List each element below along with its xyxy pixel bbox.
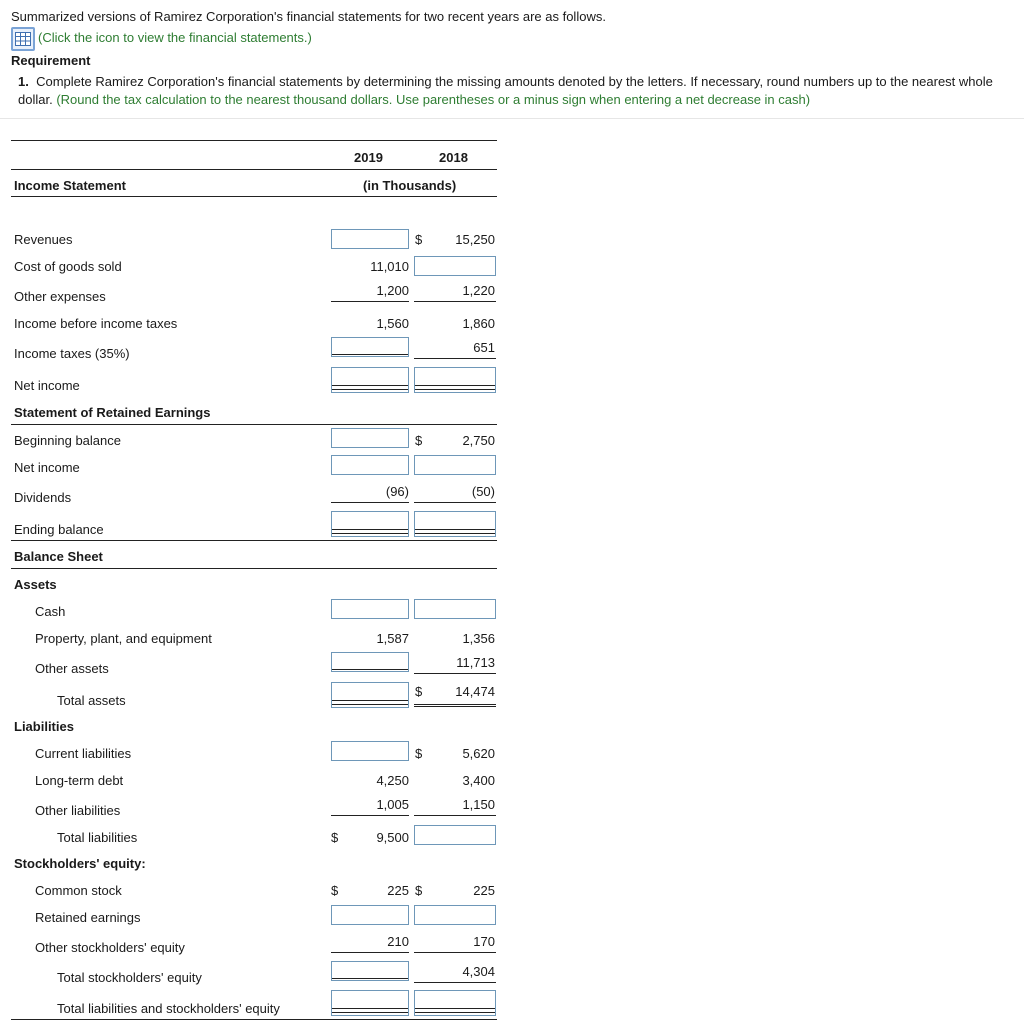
input-total-lse-2018[interactable] (414, 990, 496, 1016)
row-label-income-before-taxes: Income before income taxes (14, 316, 178, 331)
input-total-assets-2019[interactable] (331, 682, 409, 708)
subtotal-rule (414, 982, 496, 983)
row-label-retained-earnings: Retained earnings (35, 910, 141, 925)
value-other-exp-2019: 1,200 (376, 283, 409, 298)
subtotal-rule (414, 673, 496, 674)
value-total-liab-2019: 9,500 (376, 830, 409, 845)
row-label-beginning-balance: Beginning balance (14, 433, 121, 448)
value-total-assets-2018: 14,474 (455, 684, 495, 699)
input-cash-2018[interactable] (414, 599, 496, 619)
table-bottom-rule (11, 1019, 497, 1020)
row-label-long-term-debt: Long-term debt (35, 773, 124, 788)
value-ibt-2018: 1,860 (462, 316, 495, 331)
row-label-revenues: Revenues (14, 232, 73, 247)
requirement-title: Requirement (11, 53, 91, 68)
row-label-re-net-income: Net income (14, 460, 80, 475)
dollar-sign: $ (331, 830, 339, 845)
value-current-liabilities-2018: 5,620 (462, 746, 495, 761)
income-statement-title: Income Statement (14, 178, 126, 193)
value-common-2019: 225 (387, 883, 409, 898)
value-other-liab-2018: 1,150 (462, 797, 495, 812)
section-rule (11, 568, 497, 569)
view-statements-button[interactable] (11, 27, 35, 51)
row-label-total-assets: Total assets (57, 693, 126, 708)
row-label-total-liabilities: Total liabilities (57, 830, 138, 845)
row-label-other-liabilities: Other liabilities (35, 803, 121, 818)
value-revenues-2018: 15,250 (455, 232, 495, 247)
row-label-common-stock: Common stock (35, 883, 122, 898)
input-current-liabilities-2019[interactable] (331, 741, 409, 761)
value-ppe-2019: 1,587 (376, 631, 409, 646)
row-label-other-se: Other stockholders' equity (35, 940, 185, 955)
retained-earnings-title: Statement of Retained Earnings (14, 405, 211, 420)
total-double-rule (414, 704, 496, 707)
table-top-rule (11, 140, 497, 141)
value-total-se-2018: 4,304 (462, 964, 495, 979)
row-label-net-income: Net income (14, 378, 80, 393)
value-dividends-2018: (50) (471, 484, 495, 499)
input-revenues-2019[interactable] (331, 229, 409, 249)
view-statements-link[interactable]: (Click the icon to view the financial statements.) (38, 30, 312, 45)
row-label-other-expenses: Other expenses (14, 289, 106, 304)
dollar-sign: $ (415, 746, 423, 761)
subtotal-rule (331, 952, 409, 953)
input-total-liab-2018[interactable] (414, 825, 496, 845)
value-beg-balance-2018: 2,750 (462, 433, 495, 448)
input-net-income-2019[interactable] (331, 367, 409, 393)
table-grid-icon (15, 32, 31, 46)
stockholders-equity-title: Stockholders' equity: (14, 856, 146, 871)
input-end-balance-2019[interactable] (331, 511, 409, 537)
input-re-net-income-2019[interactable] (331, 455, 409, 475)
dollar-sign: $ (415, 883, 423, 898)
dollar-sign: $ (415, 433, 423, 448)
requirement-item (18, 73, 1018, 109)
input-beg-balance-2019[interactable] (331, 428, 409, 448)
value-other-exp-2018: 1,220 (462, 283, 495, 298)
units-label: (in Thousands) (363, 178, 457, 193)
input-other-assets-2019[interactable] (331, 652, 409, 672)
row-label-total-lse: Total liabilities and stockholders' equity (57, 1001, 280, 1016)
subtotal-rule (331, 502, 409, 503)
value-ltd-2018: 3,400 (462, 773, 495, 788)
row-label-cash: Cash (35, 604, 66, 619)
header-bottom-rule (11, 196, 497, 197)
value-ltd-2019: 4,250 (376, 773, 409, 788)
requirement-number: 1. (18, 74, 29, 89)
value-other-se-2019: 210 (387, 934, 409, 949)
value-other-liab-2019: 1,005 (376, 797, 409, 812)
subtotal-rule (414, 815, 496, 816)
row-label-ending-balance: Ending balance (14, 522, 104, 537)
value-common-2018: 225 (473, 883, 495, 898)
subtotal-rule (414, 358, 496, 359)
input-total-se-2019[interactable] (331, 961, 409, 981)
value-tax-2018: 651 (473, 340, 495, 355)
subtotal-rule (414, 952, 496, 953)
dollar-sign: $ (331, 883, 339, 898)
subtotal-rule (414, 301, 496, 302)
col-header-2019: 2019 (354, 150, 383, 165)
value-dividends-2019: (96) (385, 484, 409, 499)
row-label-current-liabilities: Current liabilities (35, 746, 132, 761)
row-label-dividends: Dividends (14, 490, 72, 505)
col-header-2018: 2018 (439, 150, 468, 165)
liabilities-title: Liabilities (14, 719, 74, 734)
input-cash-2019[interactable] (331, 599, 409, 619)
row-label-ppe: Property, plant, and equipment (35, 631, 212, 646)
subtotal-rule (331, 301, 409, 302)
value-ibt-2019: 1,560 (376, 316, 409, 331)
value-other-assets-2018: 11,713 (456, 655, 495, 670)
value-other-se-2018: 170 (473, 934, 495, 949)
assets-title: Assets (14, 577, 57, 592)
requirement-note: (Round the tax calculation to the nearest thousand dollars. Use parentheses or a minus sign when entering a net decrease in cash) (56, 92, 811, 107)
value-cogs-2019: 11,010 (370, 259, 409, 274)
intro-text: Summarized versions of Ramirez Corporation's financial statements for two recent years are as follows. (11, 9, 606, 24)
row-label-other-assets: Other assets (35, 661, 109, 676)
value-ppe-2018: 1,356 (462, 631, 495, 646)
divider (0, 118, 1024, 119)
subtotal-rule (331, 815, 409, 816)
section-rule (11, 424, 497, 425)
row-label-income-taxes: Income taxes (35%) (14, 346, 130, 361)
input-retained-2018[interactable] (414, 905, 496, 925)
requirement-text: Complete Ramirez Corporation's financial statements by determining the missing amounts denoted by the letters. If necessary, round numbers up to the nearest whole dollar. (18, 74, 993, 107)
input-re-net-income-2018[interactable] (414, 455, 496, 475)
section-rule (11, 540, 497, 541)
input-end-balance-2018[interactable] (414, 511, 496, 537)
input-net-income-2018[interactable] (414, 367, 496, 393)
row-label-total-se: Total stockholders' equity (57, 970, 202, 985)
input-total-lse-2019[interactable] (331, 990, 409, 1016)
header-rule (11, 169, 497, 170)
input-retained-2019[interactable] (331, 905, 409, 925)
dollar-sign: $ (415, 232, 423, 247)
input-tax-2019[interactable] (331, 337, 409, 357)
dollar-sign: $ (415, 684, 423, 699)
subtotal-rule (414, 502, 496, 503)
balance-sheet-title: Balance Sheet (14, 549, 103, 564)
row-label-cogs: Cost of goods sold (14, 259, 122, 274)
input-cogs-2018[interactable] (414, 256, 496, 276)
